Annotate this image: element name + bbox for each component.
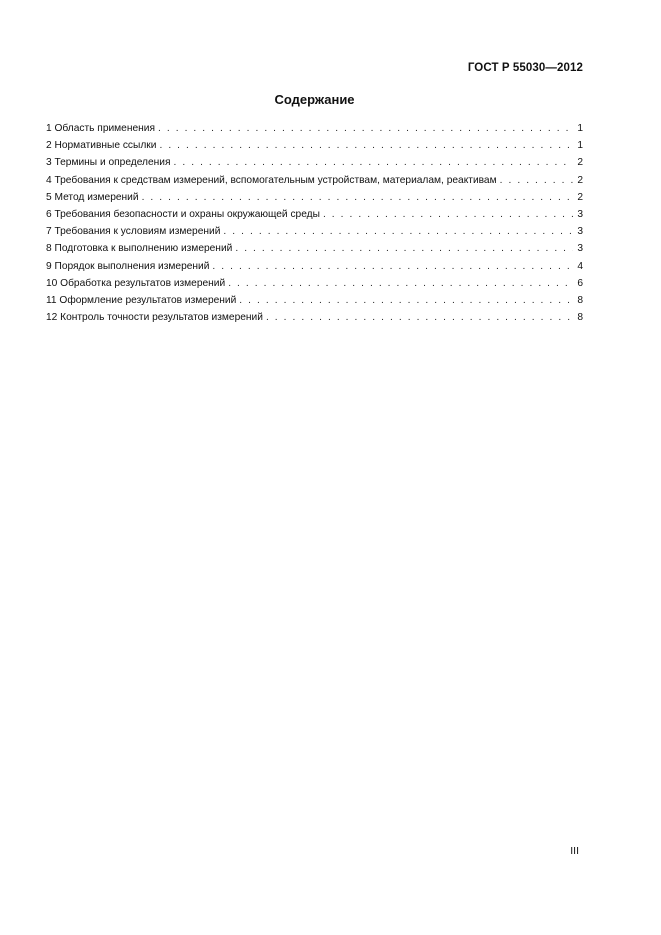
toc-title: Содержание [274, 92, 355, 107]
toc-entry-page: 2 [577, 174, 583, 186]
toc-entry-page: 3 [577, 208, 583, 220]
toc-entry-label: 10 Обработка результатов измерений [46, 277, 226, 289]
table-of-contents [46, 120, 583, 326]
toc-entry-page: 4 [577, 260, 583, 272]
toc-entry-label: 9 Порядок выполнения измерений [46, 260, 210, 272]
toc-dot-leader [228, 275, 573, 292]
toc-entry-label: 8 Подготовка к выполнению измерений [46, 243, 233, 255]
toc-dot-leader [239, 292, 573, 309]
page-number: III [570, 845, 579, 857]
toc-entry-page: 2 [577, 157, 583, 169]
toc-dot-leader [235, 240, 573, 257]
toc-dot-leader [266, 309, 573, 326]
toc-entry-label: 3 Термины и определения [46, 157, 171, 169]
toc-entry[interactable] [46, 223, 583, 240]
toc-entry[interactable] [46, 206, 583, 223]
toc-entry-label: 6 Требования безопасности и охраны окружающей среды [46, 208, 320, 220]
toc-entry-label: 12 Контроль точности результатов измерений [46, 312, 263, 324]
toc-entry-page: 8 [577, 294, 583, 306]
toc-entry-label: 2 Нормативные ссылки [46, 140, 157, 152]
toc-entry-page: 1 [577, 140, 583, 152]
toc-dot-leader [142, 189, 574, 206]
toc-entry[interactable] [46, 172, 583, 189]
toc-entry-page: 3 [577, 243, 583, 255]
toc-entry[interactable] [46, 189, 583, 206]
toc-entry[interactable] [46, 309, 583, 326]
toc-entry-label: 1 Область применения [46, 123, 155, 134]
toc-dot-leader [212, 258, 573, 275]
toc-entry[interactable] [46, 275, 583, 292]
toc-dot-leader [159, 137, 573, 154]
toc-entry-label: 7 Требования к условиям измерений [46, 226, 221, 238]
document-code: ГОСТ Р 55030—2012 [467, 62, 583, 74]
toc-entry-label: 11 Оформление результатов измерений [46, 294, 237, 306]
toc-dot-leader [173, 154, 573, 171]
toc-dot-leader [323, 206, 573, 223]
toc-entry-page: 6 [577, 277, 583, 289]
toc-entry[interactable] [46, 292, 583, 309]
toc-entry-page: 8 [577, 312, 583, 324]
toc-entry-label: 5 Метод измерений [46, 191, 139, 203]
toc-entry[interactable] [46, 154, 583, 171]
toc-entry-page: 2 [577, 191, 583, 203]
toc-entry[interactable] [46, 137, 583, 154]
toc-entry-page: 3 [577, 226, 583, 238]
toc-dot-leader [223, 223, 573, 240]
toc-entry[interactable] [46, 240, 583, 257]
toc-entry-label: 4 Требования к средствам измерений, вспомогательным устройствам, материалам, реактивам [46, 174, 497, 186]
toc-entry[interactable] [46, 258, 583, 275]
toc-entry[interactable] [46, 120, 583, 137]
toc-dot-leader [158, 120, 573, 137]
toc-dot-leader [500, 172, 574, 189]
toc-entry-page: 1 [577, 123, 583, 134]
